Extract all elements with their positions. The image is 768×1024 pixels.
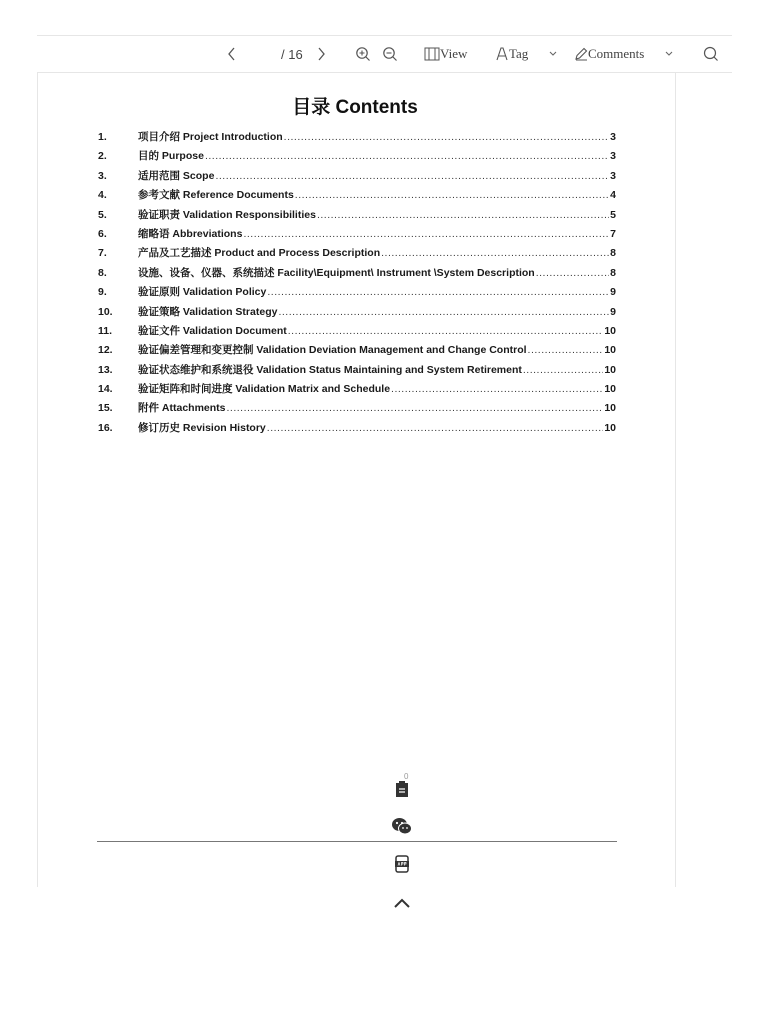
clipboard-count: 0 <box>404 772 409 781</box>
toc-entry-page[interactable]: 9 <box>610 286 616 299</box>
toc-entry-number: 14. <box>98 383 113 396</box>
toc-entry[interactable] <box>98 245 616 264</box>
tag-label: Tag <box>509 46 529 61</box>
toc-entry[interactable] <box>98 284 616 303</box>
toc-leader-dots <box>536 267 609 279</box>
toc-leader-dots <box>243 228 609 240</box>
toc-leader-dots <box>267 422 604 434</box>
chevron-down-icon <box>664 50 674 58</box>
toc-entry-title[interactable]: 验证矩阵和时间进度 Validation Matrix and Schedule <box>138 383 391 396</box>
toc-entry-number: 8. <box>98 266 107 279</box>
app-icon <box>394 855 410 873</box>
view-button[interactable] <box>424 36 467 72</box>
toc-entry-title[interactable]: 附件 Attachments <box>138 402 226 415</box>
toc-entry[interactable] <box>98 362 616 381</box>
toc-entry-number: 2. <box>98 150 107 163</box>
toc-entry-page[interactable]: 3 <box>610 131 616 143</box>
zoom-out-button[interactable] <box>382 36 398 72</box>
zoom-in-icon <box>355 46 371 62</box>
tag-button[interactable] <box>495 36 528 72</box>
viewer-toolbar <box>37 35 732 73</box>
toc-leader-dots <box>205 150 609 162</box>
toc-leader-dots <box>528 344 604 356</box>
toc-entry[interactable] <box>98 168 616 187</box>
clipboard-button[interactable] <box>390 772 414 800</box>
toc-entry-title[interactable]: 验证职责 Validation Responsibilities <box>138 208 316 221</box>
toc-entry-title[interactable]: 修订历史 Revision History <box>138 421 266 434</box>
toc-entry-page[interactable]: 10 <box>604 421 616 434</box>
toc-entry-number: 6. <box>98 227 107 240</box>
toc-leader-dots <box>317 209 609 221</box>
toc-entry[interactable] <box>98 381 616 400</box>
chevron-right-icon <box>316 47 326 61</box>
toc-entry[interactable] <box>98 148 616 167</box>
toc-leader-dots <box>391 383 603 395</box>
toc-entry-number: 10. <box>98 305 113 318</box>
toc-entry-page[interactable]: 8 <box>610 266 616 279</box>
toc-entry-page[interactable]: 4 <box>610 189 616 202</box>
tag-icon <box>495 47 509 61</box>
toc-entry-page[interactable]: 3 <box>610 150 616 163</box>
toc-entry-page[interactable]: 10 <box>604 344 616 357</box>
footer-divider <box>97 841 617 842</box>
toc-leader-dots <box>278 306 609 318</box>
toc-entry-title[interactable]: 项目介绍 Project Introduction <box>138 131 283 143</box>
toc-entry-page[interactable]: 9 <box>610 305 616 318</box>
toc-entry-number: 16. <box>98 421 113 434</box>
toc-leader-dots <box>523 364 603 376</box>
chevron-down-icon <box>548 50 558 58</box>
toc-entry-number: 4. <box>98 189 107 202</box>
toc-entry-number: 13. <box>98 363 113 376</box>
toc-entry-title[interactable]: 缩略语 Abbreviations <box>138 227 243 240</box>
toc-entry-title[interactable]: 验证策略 Validation Strategy <box>138 305 278 318</box>
toc-leader-dots <box>295 189 609 201</box>
toc-leader-dots <box>284 131 609 143</box>
tag-dropdown[interactable] <box>548 36 558 72</box>
toc-entry-page[interactable]: 3 <box>610 169 616 182</box>
toc-entry-number: 1. <box>98 131 107 143</box>
page-total-label: / 16 <box>281 46 303 62</box>
zoom-in-button[interactable] <box>355 36 371 72</box>
chevron-up-icon <box>393 897 411 909</box>
comments-dropdown[interactable] <box>664 36 674 72</box>
toc-entry-number: 7. <box>98 247 107 260</box>
search-icon <box>703 46 719 62</box>
toc-leader-dots <box>215 170 609 182</box>
toc-entry[interactable] <box>98 304 616 323</box>
toc-entry-page[interactable]: 10 <box>604 363 616 376</box>
toc-entry-title[interactable]: 目的 Purpose <box>138 150 204 163</box>
toc-entry-number: 15. <box>98 402 113 415</box>
toc-entry[interactable] <box>98 187 616 206</box>
toc-entry-number: 11. <box>98 324 113 337</box>
toc-entry-page[interactable]: 10 <box>604 383 616 396</box>
toc-entry-page[interactable]: 5 <box>610 208 616 221</box>
toc-entry-page[interactable]: 10 <box>604 324 616 337</box>
toc-entry-title[interactable]: 验证原则 Validation Policy <box>138 286 267 299</box>
toc-list <box>98 129 616 439</box>
toc-leader-dots <box>381 247 609 259</box>
toc-entry-title[interactable]: 产品及工艺描述 Product and Process Description <box>138 247 381 260</box>
toc-entry-page[interactable]: 10 <box>604 402 616 415</box>
toc-entry[interactable] <box>98 265 616 284</box>
next-page-button[interactable] <box>316 36 326 72</box>
toc-leader-dots <box>267 286 609 298</box>
wechat-share-button[interactable] <box>390 815 414 837</box>
toc-entry-title[interactable]: 验证偏差管理和变更控制 Validation Deviation Management and Change Control <box>138 344 527 357</box>
chevron-left-icon <box>227 47 237 61</box>
page-total <box>281 36 303 72</box>
back-to-top-button[interactable] <box>390 892 414 914</box>
comments-button[interactable] <box>574 36 644 72</box>
prev-page-button[interactable] <box>227 36 237 72</box>
toc-entry-title[interactable]: 验证文件 Validation Document <box>138 324 287 337</box>
wechat-icon <box>391 817 413 835</box>
toc-title: 目录 Contents <box>292 97 418 118</box>
toc-entry-page[interactable]: 8 <box>610 247 616 260</box>
toc-leader-dots <box>227 402 604 414</box>
view-label: View <box>440 46 468 61</box>
toc-entry-page[interactable]: 7 <box>610 227 616 240</box>
toc-entry[interactable] <box>98 400 616 419</box>
toc-entry-title[interactable]: 验证状态维护和系统退役 Validation Status Maintaining and System Retirement <box>138 363 522 376</box>
search-button[interactable] <box>703 36 719 72</box>
comments-label: Comments <box>588 46 645 61</box>
view-icon <box>424 47 440 61</box>
toc-entry[interactable] <box>98 342 616 361</box>
toc-entry-number: 3. <box>98 169 107 182</box>
toc-entry[interactable] <box>98 226 616 245</box>
toc-leader-dots <box>288 325 604 337</box>
clipboard-icon <box>395 780 409 798</box>
toc-entry[interactable] <box>98 420 616 439</box>
toc-entry[interactable] <box>98 323 616 342</box>
toc-entry-title[interactable]: 参考文献 Reference Documents <box>138 189 294 202</box>
toc-entry[interactable] <box>98 129 616 148</box>
pen-icon <box>574 47 588 61</box>
toc-entry-number: 5. <box>98 208 107 221</box>
zoom-out-icon <box>382 46 398 62</box>
toc-entry-number: 12. <box>98 344 113 357</box>
app-download-button[interactable] <box>390 853 414 875</box>
toc-entry-number: 9. <box>98 286 107 299</box>
toc-entry[interactable] <box>98 207 616 226</box>
toc-entry-title[interactable]: 适用范围 Scope <box>138 169 215 182</box>
toc-entry-title[interactable]: 设施、设备、仪器、系统描述 Facility\Equipment\ Instrument \System Description <box>138 266 535 279</box>
